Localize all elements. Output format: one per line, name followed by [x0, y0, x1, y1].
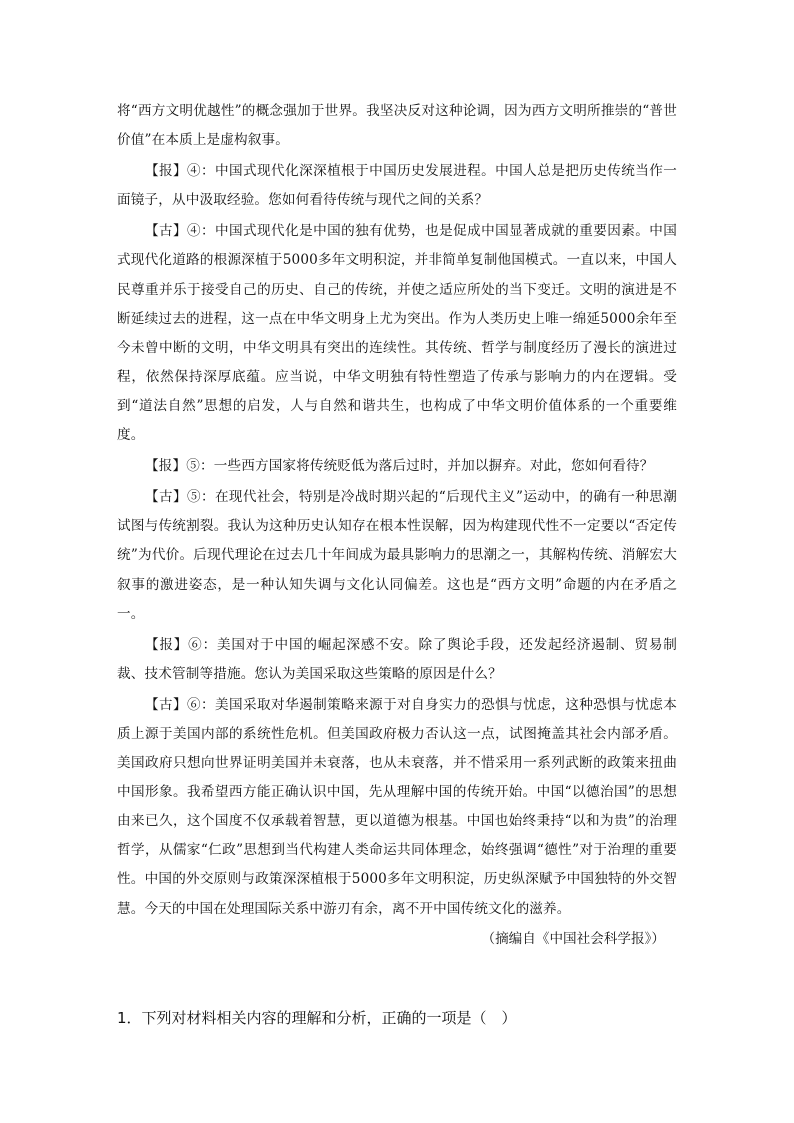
article-paragraph-continued: 将“西方文明优越性”的概念强加于世界。我坚决反对这种论调，因为西方文明所推崇的“普世价值”在本质上是虚构叙事。: [117, 103, 677, 149]
interview-answer-4: 【古】④：中国式现代化是中国的独有优势，也是促成中国显著成就的重要因素。中国式现代化道路的根源深植于5000多年文明积淀，并非简单复制他国模式。一直以来，中国人民尊重并乐于接受自己的历史、自己的传统，并使之适应所处的当下变迁。文明的演进是不断延续过去的进程，这一点在中华文明身上尤为突出。作为人类历史上唯一绵延5000余年至今未曾中断的文明，中华文明具有突出的连续性。其传统、哲学与制度经历了漫长的演进过程，依然保持深厚底蕴。应当说，中华文明独有特性塑造了传承与影响力的内在逻辑。受到“道法自然”思想的启发，人与自然和谐共生，也构成了中华文明价值体系的一个重要维度。: [117, 223, 677, 444]
interview-question-5: 【报】⑤：一些西方国家将传统贬低为落后过时，并加以摒弃。对此，您如何看待？: [145, 458, 654, 475]
interview-answer-5: 【古】⑤：在现代社会，特别是冷战时期兴起的“后现代主义”运动中，的确有一种思潮试图与传统割裂。我认为这种历史认知存在根本性误解，因为构建现代性不一定要以“否定传统”为代价。后现代理论在过去几十年间成为最具影响力的思潮之一，其解构传统、消解宏大叙事的激进姿态，是一种认知失调与文化认同偏差。这也是“西方文明”命题的内在矛盾之一。: [117, 489, 677, 622]
article-source: （摘编自《中国社会科学报》）: [481, 930, 665, 947]
interview-question-6: 【报】⑥：美国对于中国的崛起深感不安。除了舆论手段，还发起经济遏制、贸易制裁、技术管制等措施。您认为美国采取这些策略的原因是什么？: [117, 636, 677, 682]
question-1: 1．下列对材料相关内容的理解和分析，正确的一项是（ ）: [117, 1009, 517, 1027]
interview-answer-6: 【古】⑥：美国采取对华遏制策略来源于对自身实力的恐惧与忧虑，这种恐惧与忧虑本质上源于美国内部的系统性危机。但美国政府极力否认这一点，试图掩盖其社会内部矛盾。美国政府只想向世界证明美国并未衰落，也从未衰落，并不惜采用一系列武断的政策来扭曲中国形象。我希望西方能正确认识中国，先从理解中国的传统开始。中国“以德治国”的思想由来已久，这个国度不仅承载着智慧，更以道德为根基。中国也始终秉持“以和为贵”的治理哲学，从儒家“仁政”思想到当代构建人类命运共同体理念，始终强调“德性”对于治理的重要性。中国的外交原则与政策深深植根于5000多年文明积淀，历史纵深赋予中国独特的外交智慧。今天的中国在处理国际关系中游刃有余，离不开中国传统文化的滋养。: [117, 696, 677, 917]
interview-question-4: 【报】④：中国式现代化深深植根于中国历史发展进程。中国人总是把历史传统当作一面镜子，从中汲取经验。您如何看待传统与现代之间的关系？: [117, 163, 677, 209]
article-body: [117, 97, 677, 954]
